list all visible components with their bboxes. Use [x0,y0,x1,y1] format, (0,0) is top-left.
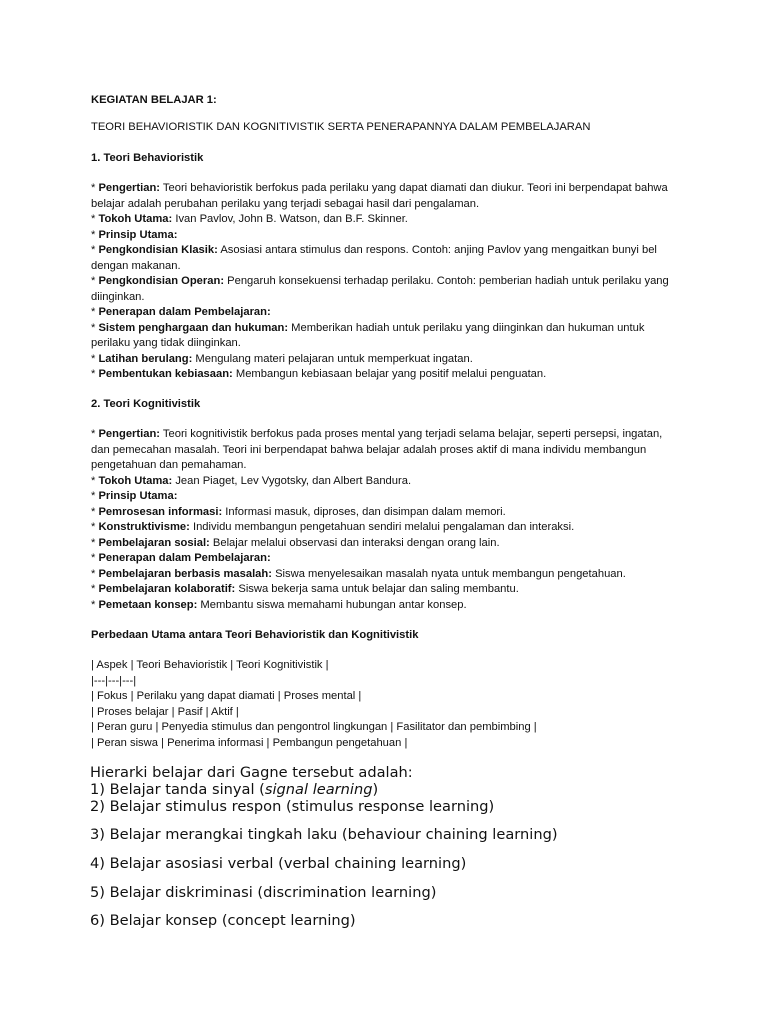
bullet-pengertian-cont: dan pemecahan masalah. Teori ini berpendapat bahwa belajar adalah proses aktif di mana individu membangun [91,443,647,456]
bullet-sistem-cont: perilaku yang tidak diinginkan. [91,337,241,349]
document-subtitle: TEORI BEHAVIORISTIK DAN KOGNITIVISTIK SERTA PENERAPANNYA DALAM PEMBELAJARAN [91,121,591,133]
comparison-heading: Perbedaan Utama antara Teori Behavioristik dan Kognitivistik [91,629,419,641]
gagne-item-4: 4) Belajar asosiasi verbal (verbal chaining learning) [90,855,467,872]
gagne-item-1: 1) Belajar tanda sinyal (signal learning) [90,781,379,798]
gagne-intro: Hierarki belajar dari Gagne tersebut adalah: [90,764,413,781]
gagne-item-6: 6) Belajar konsep (concept learning) [90,912,356,929]
section-behavioristik-body [91,181,691,383]
bullet-masalah: * Pembelajaran berbasis masalah: Siswa menyelesaikan masalah nyata untuk membangun pengetahuan. [91,567,626,580]
comparison-table-text [91,658,691,751]
document-title: KEGIATAN BELAJAR 1: [91,94,217,106]
gagne-item-2: 2) Belajar stimulus respon (stimulus response learning) [90,798,495,815]
table-row: | Peran guru | Penyedia stimulus dan pengontrol lingkungan | Fasilitator dan pembimbing | [91,721,537,733]
bullet-prinsip: * Prinsip Utama: [91,228,178,241]
section-heading-behavioristik: 1. Teori Behavioristik [91,152,204,164]
section-heading-kognitivistik: 2. Teori Kognitivistik [91,398,201,410]
bullet-pengertian-cont: pengetahuan dan pemahaman. [91,459,247,471]
bullet-latihan: * Latihan berulang: Mengulang materi pelajaran untuk memperkuat ingatan. [91,352,473,365]
bullet-prinsip: * Prinsip Utama: [91,490,178,502]
table-row: |---|---|---| [91,674,137,687]
table-row: | Aspek | Teori Behavioristik | Teori Kognitivistik | [91,659,329,671]
bullet-pengertian: * Pengertian: Teori behavioristik berfokus pada perilaku yang dapat diamati dan diukur. Teori ini berpendapat bahwa [91,182,668,194]
bullet-operan: * Pengkondisian Operan: Pengaruh konsekuensi terhadap perilaku. Contoh: pemberian hadiah untuk perilaku yang [91,275,669,287]
bullet-pemrosesan: * Pemrosesan informasi: Informasi masuk, diproses, dan disimpan dalam memori. [91,505,506,518]
bullet-sistem: * Sistem penghargaan dan hukuman: Memberikan hadiah untuk perilaku yang diinginkan dan hukuman untuk [91,321,645,334]
bullet-kolaboratif: * Pembelajaran kolaboratif: Siswa bekerja sama untuk belajar dan saling membantu. [91,583,519,595]
bullet-operan-cont: diinginkan. [91,290,145,303]
bullet-pengertian: * Pengertian: Teori kognitivistik berfokus pada proses mental yang terjadi selama belajar, seperti persepsi, ingatan, [91,428,663,440]
table-row: | Fokus | Perilaku yang dapat diamati | Proses mental | [91,690,362,702]
table-row: | Peran siswa | Penerima informasi | Pembangun pengetahuan | [91,736,408,749]
bullet-tokoh: * Tokoh Utama: Jean Piaget, Lev Vygotsky, dan Albert Bandura. [91,474,412,487]
gagne-item-3: 3) Belajar merangkai tingkah laku (behaviour chaining learning) [90,826,558,843]
gagne-item-5: 5) Belajar diskriminasi (discrimination learning) [90,884,437,901]
bullet-sosial: * Pembelajaran sosial: Belajar melalui observasi dan interaksi dengan orang lain. [91,536,500,549]
bullet-pengertian-cont: belajar adalah perubahan perilaku yang terjadi sebagai hasil dari pengalaman. [91,197,480,210]
table-row: | Proses belajar | Pasif | Aktif | [91,705,239,718]
bullet-klasik-cont: dengan makanan. [91,259,181,272]
bullet-konstruktivisme: * Konstruktivisme: Individu membangun pengetahuan sendiri melalui pengalaman dan interaksi. [91,521,575,533]
section-kognitivistik-body [91,427,691,613]
bullet-klasik: * Pengkondisian Klasik: Asosiasi antara stimulus dan respons. Contoh: anjing Pavlov yang mengaitkan bunyi bel [91,244,657,256]
bullet-penerapan: * Penerapan dalam Pembelajaran: [91,552,271,564]
bullet-pemetaan: * Pemetaan konsep: Membantu siswa memahami hubungan antar konsep. [91,598,467,611]
bullet-pembentukan: * Pembentukan kebiasaan: Membangun kebiasaan belajar yang positif melalui penguatan. [91,368,547,380]
bullet-tokoh: * Tokoh Utama: Ivan Pavlov, John B. Watson, dan B.F. Skinner. [91,213,408,225]
bullet-penerapan: * Penerapan dalam Pembelajaran: [91,306,271,318]
